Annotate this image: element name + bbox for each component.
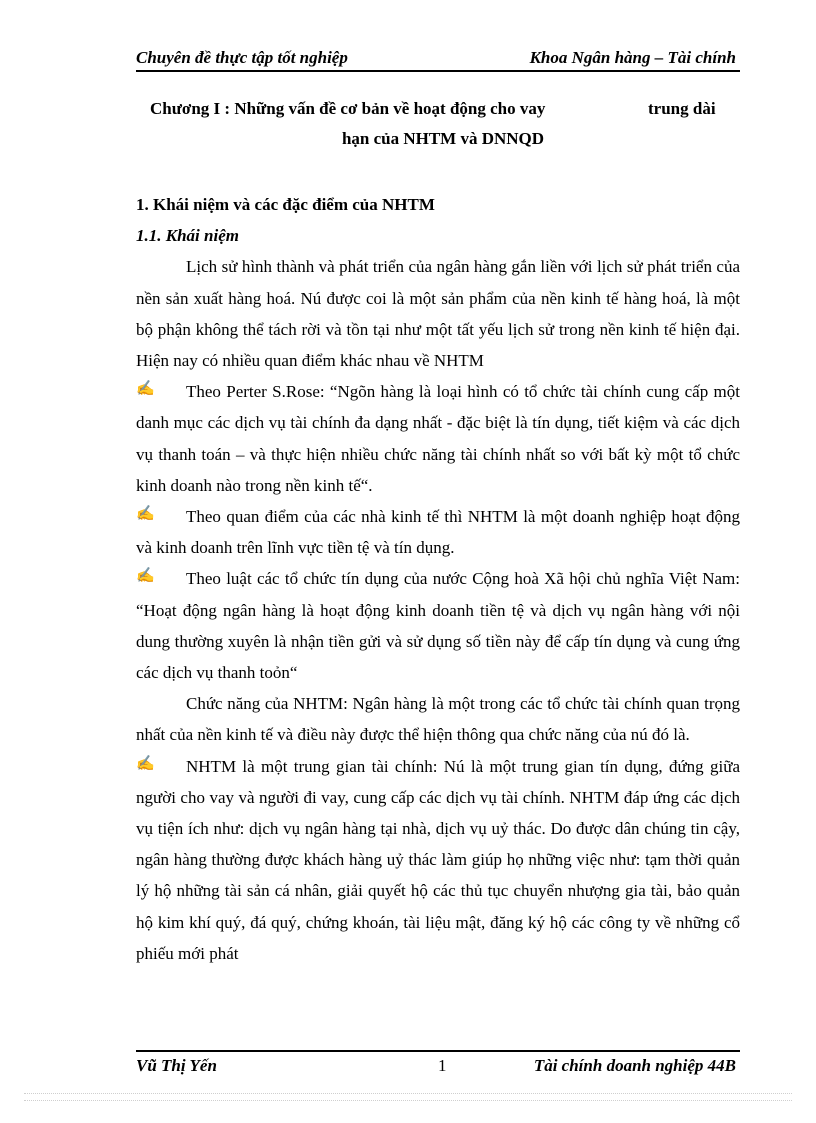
bullet-text: Theo Perter S.Rose: “Ngõn hàng là loại hình có tổ chức tài chính cung cấp một danh mục các dịch vụ tài chính đa dạng nhất - đặc biệt là tín dụng, tiết kiệm và các dịch vụ thanh toán – và thực hiện nhiều chức năng tài chính nhất so với bất kỳ một tổ chức kinh doanh nào trong nền kinh tế“. <box>136 382 740 495</box>
chapter-title-line2: hạn của NHTM và DNNQD <box>341 129 545 148</box>
page-footer <box>136 1050 740 1076</box>
page-number: 1 <box>438 1056 447 1075</box>
bullet-paragraph <box>136 501 740 563</box>
bullet-text: Theo luật các tổ chức tín dụng của nước Cộng hoà Xã hội chủ nghĩa Việt Nam: “Hoạt động ngân hàng là hoạt động kinh doanh tiền tệ và dịch vụ ngân hàng với nội dung thường xuyên là nhận tiền gửi và sử dụng số tiền này để cấp tín dụng và cung ứng các dịch vụ thanh toỏn“ <box>136 569 740 683</box>
footer-author: Vũ Thị Yến <box>136 1056 217 1075</box>
page-header <box>136 48 740 72</box>
section-heading: 1. Khái niệm và các đặc điểm của NHTM <box>136 195 435 214</box>
writing-hand-icon: ✍ <box>136 755 155 772</box>
bullet-text: NHTM là một trung gian tài chính: Nú là một trung gian tín dụng, đứng giữa người cho vay và người đi vay, cung cấp các dịch vụ tài chính. NHTM đáp ứng các dịch vụ tiện ích như: dịch vụ ngân hàng tại nhà, dịch vụ uỷ thác. Do được dân chúng tin cậy, ngân hàng thường được khách hàng uỷ thác làm giúp họ những việc như: tạm thời quản lý hộ những tài sản cá nhân, giải quyết hộ các thủ tục chuyển nhượng gia tài, bảo quản hộ kim khí quý, đá quý, chứng khoán, tài liệu mật, đăng ký hộ các công ty về những cổ phiếu mới phát <box>136 756 740 963</box>
chapter-title-line1: Chương I : Những vấn đề cơ bản về hoạt động cho vay <box>150 99 546 118</box>
chapter-title <box>136 94 740 154</box>
bullet-text: Theo quan điểm của các nhà kinh tế thì NHTM là một doanh nghiệp hoạt động và kinh doanh trên lĩnh vực tiền tệ và tín dụng. <box>136 507 740 558</box>
writing-hand-icon: ✍ <box>136 381 155 398</box>
page-boundary-line <box>24 1100 792 1101</box>
bullet-paragraph <box>136 376 740 501</box>
paragraph: Chức năng của NHTM: Ngân hàng là một trong các tổ chức tài chính quan trọng nhất của nền kinh tế và điều này được thể hiện thông qua chức năng của nú đó là. <box>136 694 740 745</box>
chapter-title-line1-end: trung dài <box>648 99 716 118</box>
header-right: Khoa Ngân hàng – Tài chính <box>529 48 736 67</box>
paragraph: Lịch sử hình thành và phát triển của ngân hàng gắn liền với lịch sử phát triển của nền sản xuất hàng hoá. Nú được coi là một sản phẩm của nền kinh tế hàng hoá, là một bộ phận không thể tách rời và tồn tại như một tất yếu lịch sử trong nền kinh tế hiện đại. Hiện nay có nhiều quan điểm khác nhau về NHTM <box>136 257 740 371</box>
writing-hand-icon: ✍ <box>136 568 155 585</box>
header-left: Chuyên đề thực tập tốt nghiệp <box>136 48 348 67</box>
subsection-heading: 1.1. Khái niệm <box>136 226 239 246</box>
footer-right: Tài chính doanh nghiệp 44B <box>533 1056 736 1075</box>
document-body <box>136 189 740 969</box>
page-boundary-line <box>24 1093 792 1094</box>
bullet-paragraph <box>136 751 740 969</box>
bullet-paragraph <box>136 563 740 688</box>
writing-hand-icon: ✍ <box>136 506 155 523</box>
